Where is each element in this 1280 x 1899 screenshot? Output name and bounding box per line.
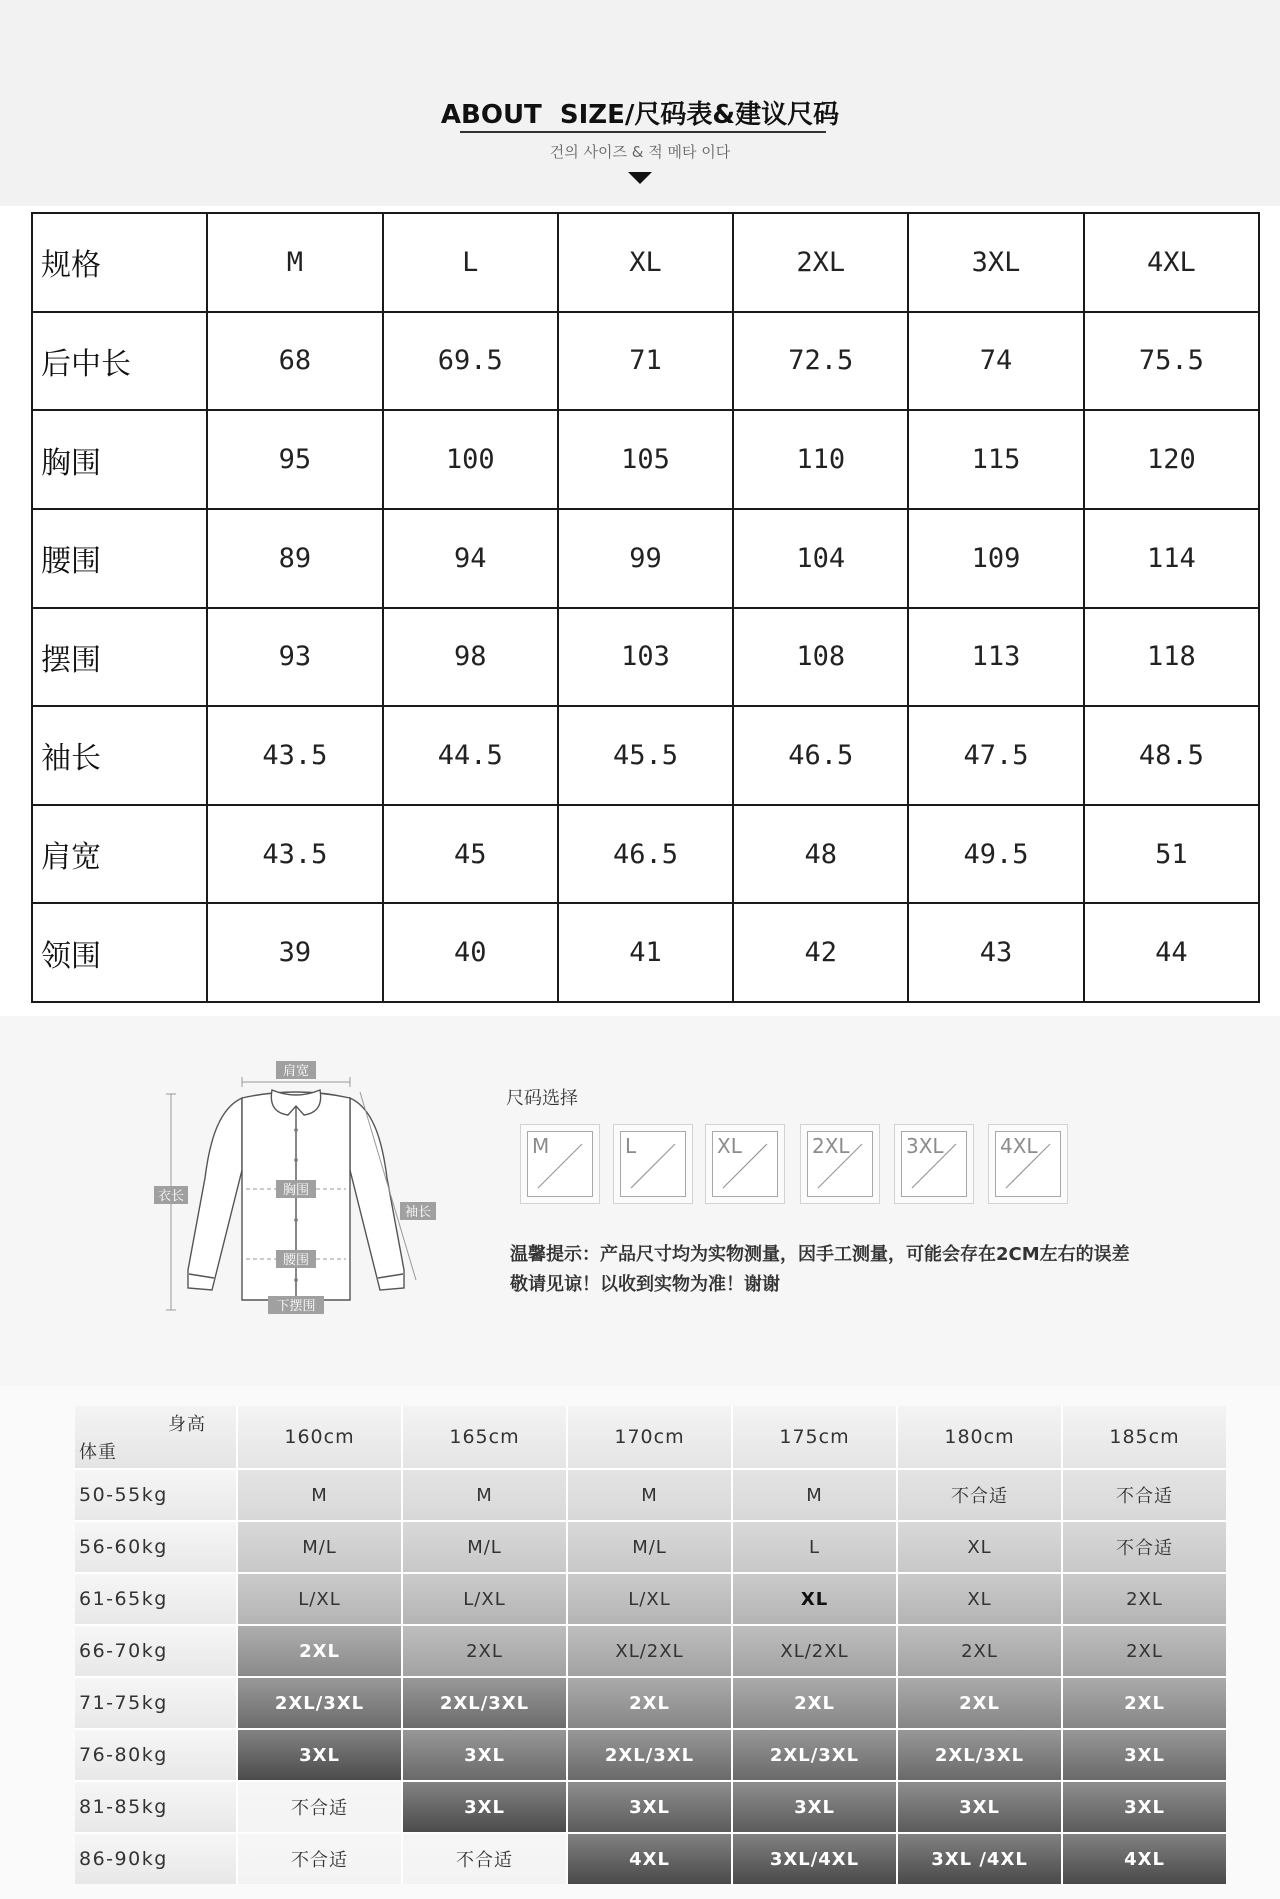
recommend-size-cell: L/XL [568,1574,731,1624]
size-option-label: L [625,1134,637,1158]
length-label: 衣长 [157,1189,185,1204]
size-chart-value: 118 [1084,608,1259,707]
size-chart-measure-label: 胸围 [32,410,207,509]
recommend-size-cell: 2XL [1063,1678,1226,1728]
size-chart-value: 48 [733,805,908,904]
size-chart-value: 51 [1084,805,1259,904]
recommend-weight-label: 50-55kg [75,1470,236,1520]
recommend-size-cell: M [733,1470,896,1520]
size-option-label: M [532,1134,550,1158]
size-chart-size-header: 4XL [1084,213,1259,312]
recommend-size-cell: 3XL [403,1730,566,1780]
recommend-weight-label: 81-85kg [75,1782,236,1832]
notice-line-1: 温馨提示：产品尺寸均为实物测量，因手工测量，可能会存在2CM左右的误差 [510,1244,1130,1265]
size-chart-row [32,706,1259,805]
size-chart-value: 109 [908,509,1083,608]
size-chart-value: 114 [1084,509,1259,608]
size-chart-corner-label: 规格 [32,213,207,312]
recommend-size-cell: 3XL [898,1782,1061,1832]
recommend-size-cell: XL [898,1574,1061,1624]
recommend-size-cell: 4XL [568,1834,731,1884]
recommend-size-cell: 2XL [403,1626,566,1676]
recommend-height-header: 170cm [568,1406,731,1468]
recommend-size-cell: 4XL [1063,1834,1226,1884]
recommend-size-cell: 2XL [568,1678,731,1728]
recommend-size-cell: M [568,1470,731,1520]
recommend-size-cell: 2XL [238,1626,401,1676]
notice-line-2: 敬请见谅！以收到实物为准！谢谢 [510,1274,780,1295]
size-chart-value: 41 [558,903,733,1002]
size-option-2xl[interactable] [800,1124,880,1204]
recommend-corner-weight-label: 体重 [79,1442,117,1463]
size-chart-measure-label: 摆围 [32,608,207,707]
size-options [520,1124,1080,1206]
size-option-frame [807,1131,873,1197]
size-chart-value: 95 [207,410,382,509]
size-option-frame [995,1131,1061,1197]
size-option-frame [527,1131,593,1197]
recommend-height-header: 180cm [898,1406,1061,1468]
recommend-size-cell: 3XL/4XL [733,1834,896,1884]
size-chart-value: 47.5 [908,706,1083,805]
size-chart-value: 43 [908,903,1083,1002]
recommend-size-cell: XL [898,1522,1061,1572]
recommend-size-cell: 2XL/3XL [733,1730,896,1780]
size-chart-value: 49.5 [908,805,1083,904]
hem-label: 下摆围 [276,1299,316,1314]
recommend-corner-cell [75,1406,236,1468]
size-chart-row [32,312,1259,411]
size-option-4xl[interactable] [988,1124,1068,1204]
recommend-size-cell: XL/2XL [568,1626,731,1676]
size-option-frame [901,1131,967,1197]
recommend-size-cell: M/L [568,1522,731,1572]
size-chart-value: 43.5 [207,706,382,805]
size-chart-value: 89 [207,509,382,608]
recommend-size-cell: 3XL [238,1730,401,1780]
recommend-weight-label: 66-70kg [75,1626,236,1676]
recommend-size-cell: L/XL [238,1574,401,1624]
recommend-weight-label: 76-80kg [75,1730,236,1780]
size-option-slash [902,1132,966,1196]
recommend-size-cell: 3XL /4XL [898,1834,1061,1884]
size-chart-measure-label: 袖长 [32,706,207,805]
size-chart-row [32,805,1259,904]
size-option-label: XL [717,1134,742,1158]
recommend-size-cell: 不合适 [1063,1522,1226,1572]
size-option-3xl[interactable] [894,1124,974,1204]
recommend-height-header: 185cm [1063,1406,1226,1468]
size-chart-measure-label: 肩宽 [32,805,207,904]
recommend-size-cell: 不合适 [898,1470,1061,1520]
recommend-grid [75,1406,1226,1884]
shirt-right-sleeve [350,1098,404,1290]
recommend-size-cell: 3XL [403,1782,566,1832]
recommend-size-cell: 3XL [568,1782,731,1832]
recommend-size-cell: 2XL/3XL [568,1730,731,1780]
size-option-slash [996,1132,1060,1196]
size-chart-value: 93 [207,608,382,707]
button-dot [294,1218,298,1222]
notice-block [510,1240,1250,1300]
recommend-height-header: 165cm [403,1406,566,1468]
size-chart-value: 74 [908,312,1083,411]
size-chart-size-header: L [383,213,558,312]
size-chart-value: 40 [383,903,558,1002]
size-chart-value: 72.5 [733,312,908,411]
size-chart-value: 113 [908,608,1083,707]
button-dot [294,1158,298,1162]
size-chart-row [32,509,1259,608]
size-chart-value: 115 [908,410,1083,509]
size-option-slash [621,1132,685,1196]
shirt-left-sleeve [188,1098,242,1290]
size-select-title: 尺码选择 [506,1088,578,1109]
size-chart-value: 104 [733,509,908,608]
size-chart-value: 43.5 [207,805,382,904]
size-chart-table [31,212,1260,1003]
size-chart-size-header: XL [558,213,733,312]
recommend-size-cell: XL/2XL [733,1626,896,1676]
size-option-xl[interactable] [705,1124,785,1204]
title-underline [460,131,826,133]
recommend-height-header: 160cm [238,1406,401,1468]
waist-label: 腰围 [282,1253,310,1268]
size-option-slash [528,1132,592,1196]
size-option-frame [620,1131,686,1197]
size-option-label: 2XL [812,1134,850,1158]
recommend-weight-label: 56-60kg [75,1522,236,1572]
size-chart-value: 69.5 [383,312,558,411]
garment-measure-diagram [150,1048,450,1324]
size-chart-value: 42 [733,903,908,1002]
size-chart-value: 100 [383,410,558,509]
recommend-size-cell: 2XL [1063,1574,1226,1624]
recommend-weight-label: 61-65kg [75,1574,236,1624]
recommend-size-cell: 2XL [733,1678,896,1728]
size-option-slash [713,1132,777,1196]
recommend-size-cell: M [238,1470,401,1520]
button-dot [294,1128,298,1132]
recommend-size-cell: XL [733,1574,896,1624]
page-title: ABOUT SIZE/尺码表&建议尺码 [440,100,840,130]
size-chart-value: 110 [733,410,908,509]
size-chart-value: 75.5 [1084,312,1259,411]
size-chart-value: 39 [207,903,382,1002]
size-option-l[interactable] [613,1124,693,1204]
page-subtitle: 건의 사이즈 & 적 메타 이다 [549,143,731,161]
recommend-size-cell: 2XL [898,1678,1061,1728]
recommend-size-cell: M [403,1470,566,1520]
recommend-size-cell: L [733,1522,896,1572]
size-chart-value: 103 [558,608,733,707]
shoulder-label: 肩宽 [282,1064,310,1079]
size-chart-value: 46.5 [733,706,908,805]
size-chart-value: 98 [383,608,558,707]
down-triangle-icon [628,172,652,184]
size-chart-measure-label: 腰围 [32,509,207,608]
size-option-frame [712,1131,778,1197]
recommend-size-cell: M/L [403,1522,566,1572]
recommend-size-cell: 不合适 [403,1834,566,1884]
recommend-height-header: 175cm [733,1406,896,1468]
size-chart-value: 108 [733,608,908,707]
size-chart-row [32,410,1259,509]
sleeve-label: 袖长 [404,1205,432,1220]
size-chart-value: 120 [1084,410,1259,509]
size-option-m[interactable] [520,1124,600,1204]
size-chart-row [32,608,1259,707]
size-chart-value: 71 [558,312,733,411]
recommend-size-cell: M/L [238,1522,401,1572]
size-chart-value: 46.5 [558,805,733,904]
recommend-weight-label: 86-90kg [75,1834,236,1884]
chest-label: 胸围 [282,1183,310,1198]
size-chart-value: 45 [383,805,558,904]
size-chart-value: 99 [558,509,733,608]
size-chart-value: 94 [383,509,558,608]
size-chart-size-header: 3XL [908,213,1083,312]
recommend-size-cell: L/XL [403,1574,566,1624]
recommend-size-cell: 3XL [733,1782,896,1832]
size-chart-header-row [32,213,1259,312]
recommend-weight-label: 71-75kg [75,1678,236,1728]
recommend-corner-height-label: 身高 [168,1414,206,1435]
size-chart-measure-label: 领围 [32,903,207,1002]
size-option-label: 4XL [1000,1134,1038,1158]
size-chart-value: 68 [207,312,382,411]
size-chart-value: 44 [1084,903,1259,1002]
recommend-size-cell: 2XL/3XL [238,1678,401,1728]
size-chart-size-header: M [207,213,382,312]
recommend-size-cell: 2XL [898,1626,1061,1676]
button-dot [294,1278,298,1282]
recommend-size-cell: 2XL/3XL [403,1678,566,1728]
size-chart-row [32,903,1259,1002]
size-chart-size-header: 2XL [733,213,908,312]
recommend-size-cell: 3XL [1063,1782,1226,1832]
size-chart-value: 48.5 [1084,706,1259,805]
recommend-size-cell: 不合适 [1063,1470,1226,1520]
recommend-size-cell: 不合适 [238,1834,401,1884]
recommend-size-cell: 2XL [1063,1626,1226,1676]
size-option-label: 3XL [906,1134,944,1158]
recommend-size-cell: 3XL [1063,1730,1226,1780]
recommend-size-cell: 2XL/3XL [898,1730,1061,1780]
recommend-size-cell: 不合适 [238,1782,401,1832]
size-chart-value: 105 [558,410,733,509]
size-chart-value: 44.5 [383,706,558,805]
size-chart-value: 45.5 [558,706,733,805]
size-chart-measure-label: 后中长 [32,312,207,411]
size-option-slash [808,1132,872,1196]
